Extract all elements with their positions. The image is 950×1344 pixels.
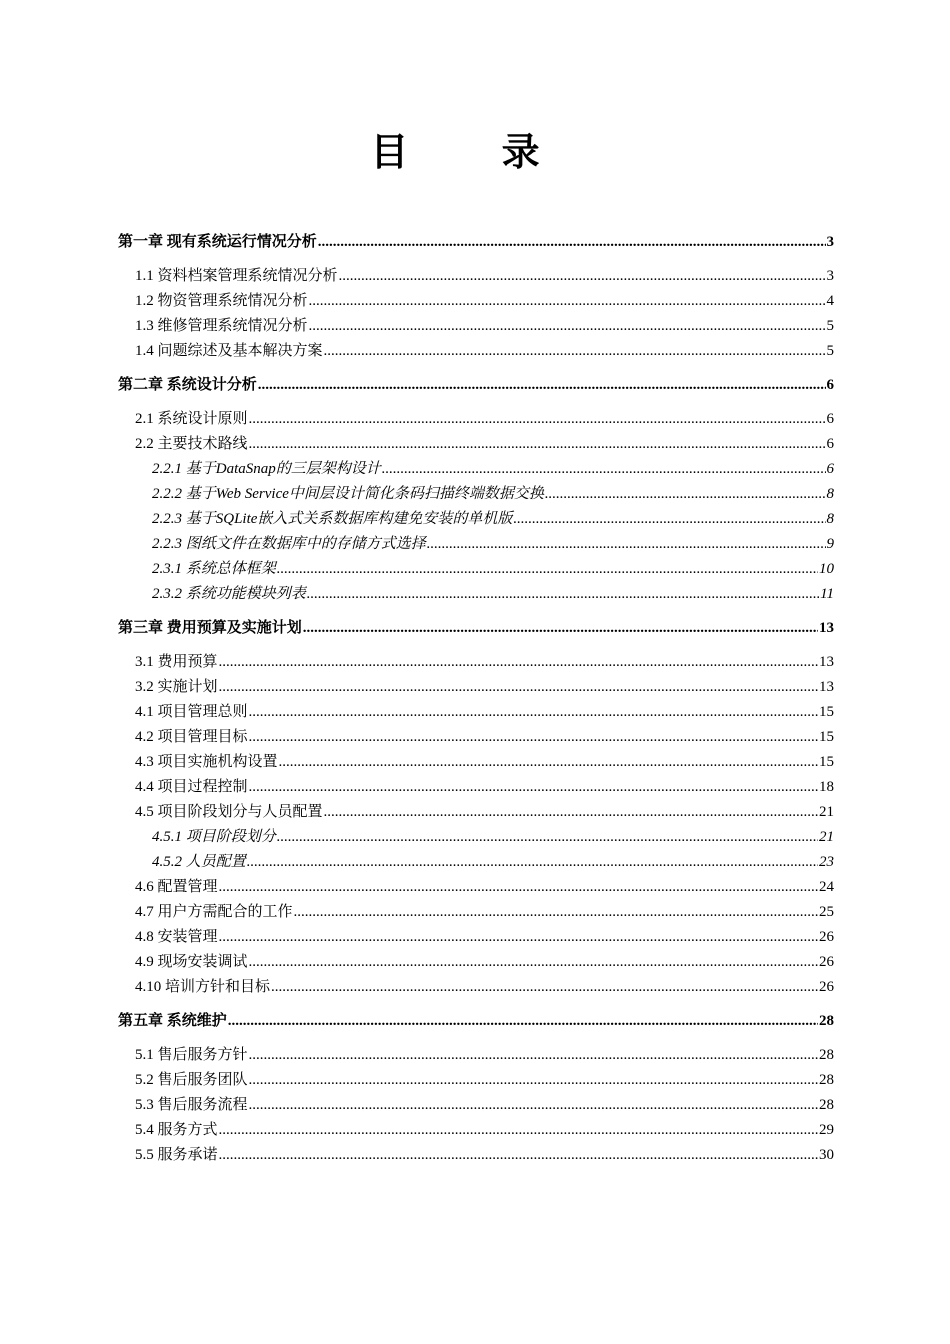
toc-entry-label: 第一章 现有系统运行情况分析 bbox=[118, 234, 317, 250]
toc-entry[interactable] bbox=[118, 650, 834, 675]
toc-page-number: 21 bbox=[819, 804, 834, 820]
toc-page-number: 10 bbox=[819, 561, 834, 577]
toc-entry-label: 第五章 系统维护 bbox=[118, 1013, 227, 1029]
toc-entry-label: 4.8 安装管理 bbox=[135, 929, 218, 945]
toc-page-number: 13 bbox=[819, 679, 834, 695]
toc-entry[interactable] bbox=[118, 1143, 834, 1168]
toc-entry-label: 2.3.2 系统功能模块列表 bbox=[152, 586, 306, 602]
toc-leader-dots bbox=[545, 482, 826, 507]
toc-leader-dots bbox=[219, 875, 818, 900]
toc-entry[interactable] bbox=[118, 850, 834, 875]
toc-entry-label: 1.2 物资管理系统情况分析 bbox=[135, 293, 308, 309]
toc-page-number: 15 bbox=[819, 754, 834, 770]
toc-entry[interactable] bbox=[118, 582, 834, 607]
toc-entry[interactable] bbox=[118, 407, 834, 432]
toc-page-number: 26 bbox=[819, 979, 834, 995]
toc-page-number: 28 bbox=[819, 1013, 834, 1029]
toc-leader-dots bbox=[219, 650, 818, 675]
toc-page-number: 8 bbox=[826, 511, 834, 527]
toc-leader-dots bbox=[271, 975, 818, 1000]
toc-entry-label: 4.5.2 人员配置 bbox=[152, 854, 246, 870]
toc-leader-dots bbox=[249, 725, 818, 750]
toc-entry-label: 2.2.3 图纸文件在数据库中的存储方式选择 bbox=[152, 536, 426, 552]
toc-entry[interactable] bbox=[118, 314, 834, 339]
toc-entry-label: 2.2.2 基于Web Service中间层设计简化条码扫描终端数据交换 bbox=[152, 486, 544, 502]
toc-entry-label: 2.2.1 基于DataSnap的三层架构设计 bbox=[152, 461, 381, 477]
toc-entry[interactable] bbox=[118, 339, 834, 364]
toc-page-number: 25 bbox=[819, 904, 834, 920]
toc-leader-dots bbox=[219, 1143, 818, 1168]
toc-page-number: 26 bbox=[819, 929, 834, 945]
toc-entry[interactable] bbox=[118, 1043, 834, 1068]
toc-leader-dots bbox=[249, 432, 826, 457]
toc-leader-dots bbox=[324, 800, 818, 825]
toc-entry-label: 1.4 问题综述及基本解决方案 bbox=[135, 343, 323, 359]
toc-entry[interactable] bbox=[118, 264, 834, 289]
toc-page-number: 29 bbox=[819, 1122, 834, 1138]
toc-leader-dots bbox=[277, 825, 818, 850]
toc-entry-label: 1.3 维修管理系统情况分析 bbox=[135, 318, 308, 334]
toc-page-number: 5 bbox=[826, 318, 834, 334]
toc-leader-dots bbox=[249, 700, 818, 725]
toc-page-number: 3 bbox=[826, 234, 834, 250]
toc-entry-label: 1.1 资料档案管理系统情况分析 bbox=[135, 268, 338, 284]
toc-entry[interactable] bbox=[118, 775, 834, 800]
toc-leader-dots bbox=[228, 1009, 818, 1034]
toc-entry-label: 4.4 项目过程控制 bbox=[135, 779, 248, 795]
toc-chapter-entry[interactable] bbox=[118, 1009, 834, 1034]
toc-entry[interactable] bbox=[118, 975, 834, 1000]
toc-page-number: 5 bbox=[826, 343, 834, 359]
toc-page-number: 6 bbox=[826, 436, 834, 452]
toc-page-number: 21 bbox=[819, 829, 834, 845]
toc-entry[interactable] bbox=[118, 507, 834, 532]
toc-entry[interactable] bbox=[118, 750, 834, 775]
toc-entry[interactable] bbox=[118, 725, 834, 750]
toc-leader-dots bbox=[309, 314, 826, 339]
toc-page-number: 15 bbox=[819, 704, 834, 720]
toc-chapter-entry[interactable] bbox=[118, 616, 834, 641]
toc-entry-label: 5.5 服务承诺 bbox=[135, 1147, 218, 1163]
page-title: 目 录 bbox=[370, 130, 580, 174]
toc-entry-label: 4.7 用户方需配合的工作 bbox=[135, 904, 293, 920]
toc-entry[interactable] bbox=[118, 900, 834, 925]
toc-entry-label: 第三章 费用预算及实施计划 bbox=[118, 620, 302, 636]
toc-page-number: 3 bbox=[826, 268, 834, 284]
toc-entry-label: 5.3 售后服务流程 bbox=[135, 1097, 248, 1113]
toc-entry-label: 第二章 系统设计分析 bbox=[118, 377, 257, 393]
toc-leader-dots bbox=[277, 557, 818, 582]
toc-entry-label: 2.2 主要技术路线 bbox=[135, 436, 248, 452]
toc-entry[interactable] bbox=[118, 289, 834, 314]
toc-entry-label: 3.1 费用预算 bbox=[135, 654, 218, 670]
toc-chapter-entry[interactable] bbox=[118, 230, 834, 255]
toc-leader-dots bbox=[294, 900, 818, 925]
toc-leader-dots bbox=[258, 373, 826, 398]
toc-entry[interactable] bbox=[118, 432, 834, 457]
toc-page-number: 24 bbox=[819, 879, 834, 895]
toc-page-number: 6 bbox=[826, 377, 834, 393]
toc-leader-dots bbox=[219, 1118, 818, 1143]
toc-leader-dots bbox=[324, 339, 826, 364]
toc-page-number: 11 bbox=[820, 586, 834, 602]
toc-leader-dots bbox=[249, 407, 826, 432]
toc-page-number: 26 bbox=[819, 954, 834, 970]
toc-entry[interactable] bbox=[118, 457, 834, 482]
toc-entry-label: 4.6 配置管理 bbox=[135, 879, 218, 895]
toc-leader-dots bbox=[303, 616, 818, 641]
toc-entry[interactable] bbox=[118, 800, 834, 825]
toc-entry[interactable] bbox=[118, 950, 834, 975]
toc-entry[interactable] bbox=[118, 925, 834, 950]
toc-page-number: 8 bbox=[826, 486, 834, 502]
toc-page-number: 9 bbox=[826, 536, 834, 552]
toc-entry[interactable] bbox=[118, 875, 834, 900]
toc-leader-dots bbox=[249, 1093, 818, 1118]
toc-page-number: 13 bbox=[819, 654, 834, 670]
toc-page-number: 15 bbox=[819, 729, 834, 745]
toc-entry[interactable] bbox=[118, 700, 834, 725]
toc-entry-label: 4.9 现场安装调试 bbox=[135, 954, 248, 970]
toc-page-number: 18 bbox=[819, 779, 834, 795]
toc-entry[interactable] bbox=[118, 1118, 834, 1143]
toc-page-number: 28 bbox=[819, 1047, 834, 1063]
toc-leader-dots bbox=[309, 289, 826, 314]
toc-leader-dots bbox=[249, 1068, 818, 1093]
toc-entry-label: 2.3.1 系统总体框架 bbox=[152, 561, 276, 577]
toc-entry-label: 2.2.3 基于SQLite嵌入式关系数据库构建免安装的单机版 bbox=[152, 511, 513, 527]
toc-leader-dots bbox=[279, 750, 818, 775]
toc-entry[interactable] bbox=[118, 825, 834, 850]
toc-page-number: 30 bbox=[819, 1147, 834, 1163]
toc-entry-label: 5.2 售后服务团队 bbox=[135, 1072, 248, 1088]
toc-leader-dots bbox=[219, 925, 818, 950]
toc-entry-label: 4.5.1 项目阶段划分 bbox=[152, 829, 276, 845]
toc-chapter-entry[interactable] bbox=[118, 373, 834, 398]
toc-entry-label: 4.2 项目管理目标 bbox=[135, 729, 248, 745]
toc-entry[interactable] bbox=[118, 675, 834, 700]
toc-page-number: 4 bbox=[826, 293, 834, 309]
toc-entry[interactable] bbox=[118, 482, 834, 507]
toc-leader-dots bbox=[247, 850, 818, 875]
toc-leader-dots bbox=[339, 264, 826, 289]
toc-entry-label: 3.2 实施计划 bbox=[135, 679, 218, 695]
toc-entry-label: 4.5 项目阶段划分与人员配置 bbox=[135, 804, 323, 820]
toc-leader-dots bbox=[513, 507, 825, 532]
toc-leader-dots bbox=[318, 230, 826, 255]
toc-leader-dots bbox=[249, 950, 818, 975]
toc-entry-label: 2.1 系统设计原则 bbox=[135, 411, 248, 427]
table-of-contents bbox=[118, 230, 834, 1168]
toc-page-number: 6 bbox=[826, 411, 834, 427]
toc-leader-dots bbox=[249, 775, 818, 800]
toc-entry[interactable] bbox=[118, 532, 834, 557]
toc-entry[interactable] bbox=[118, 557, 834, 582]
toc-leader-dots bbox=[219, 675, 818, 700]
toc-entry[interactable] bbox=[118, 1093, 834, 1118]
toc-page-number: 28 bbox=[819, 1097, 834, 1113]
toc-page-number: 23 bbox=[819, 854, 834, 870]
toc-leader-dots bbox=[249, 1043, 818, 1068]
toc-leader-dots bbox=[307, 582, 819, 607]
toc-leader-dots bbox=[382, 457, 826, 482]
toc-entry-label: 5.4 服务方式 bbox=[135, 1122, 218, 1138]
toc-entry-label: 4.10 培训方针和目标 bbox=[135, 979, 271, 995]
toc-entry-label: 4.1 项目管理总则 bbox=[135, 704, 248, 720]
toc-leader-dots bbox=[427, 532, 826, 557]
toc-page-number: 6 bbox=[826, 461, 834, 477]
toc-entry[interactable] bbox=[118, 1068, 834, 1093]
toc-entry-label: 4.3 项目实施机构设置 bbox=[135, 754, 278, 770]
toc-page-number: 28 bbox=[819, 1072, 834, 1088]
toc-entry-label: 5.1 售后服务方针 bbox=[135, 1047, 248, 1063]
toc-page-number: 13 bbox=[819, 620, 834, 636]
